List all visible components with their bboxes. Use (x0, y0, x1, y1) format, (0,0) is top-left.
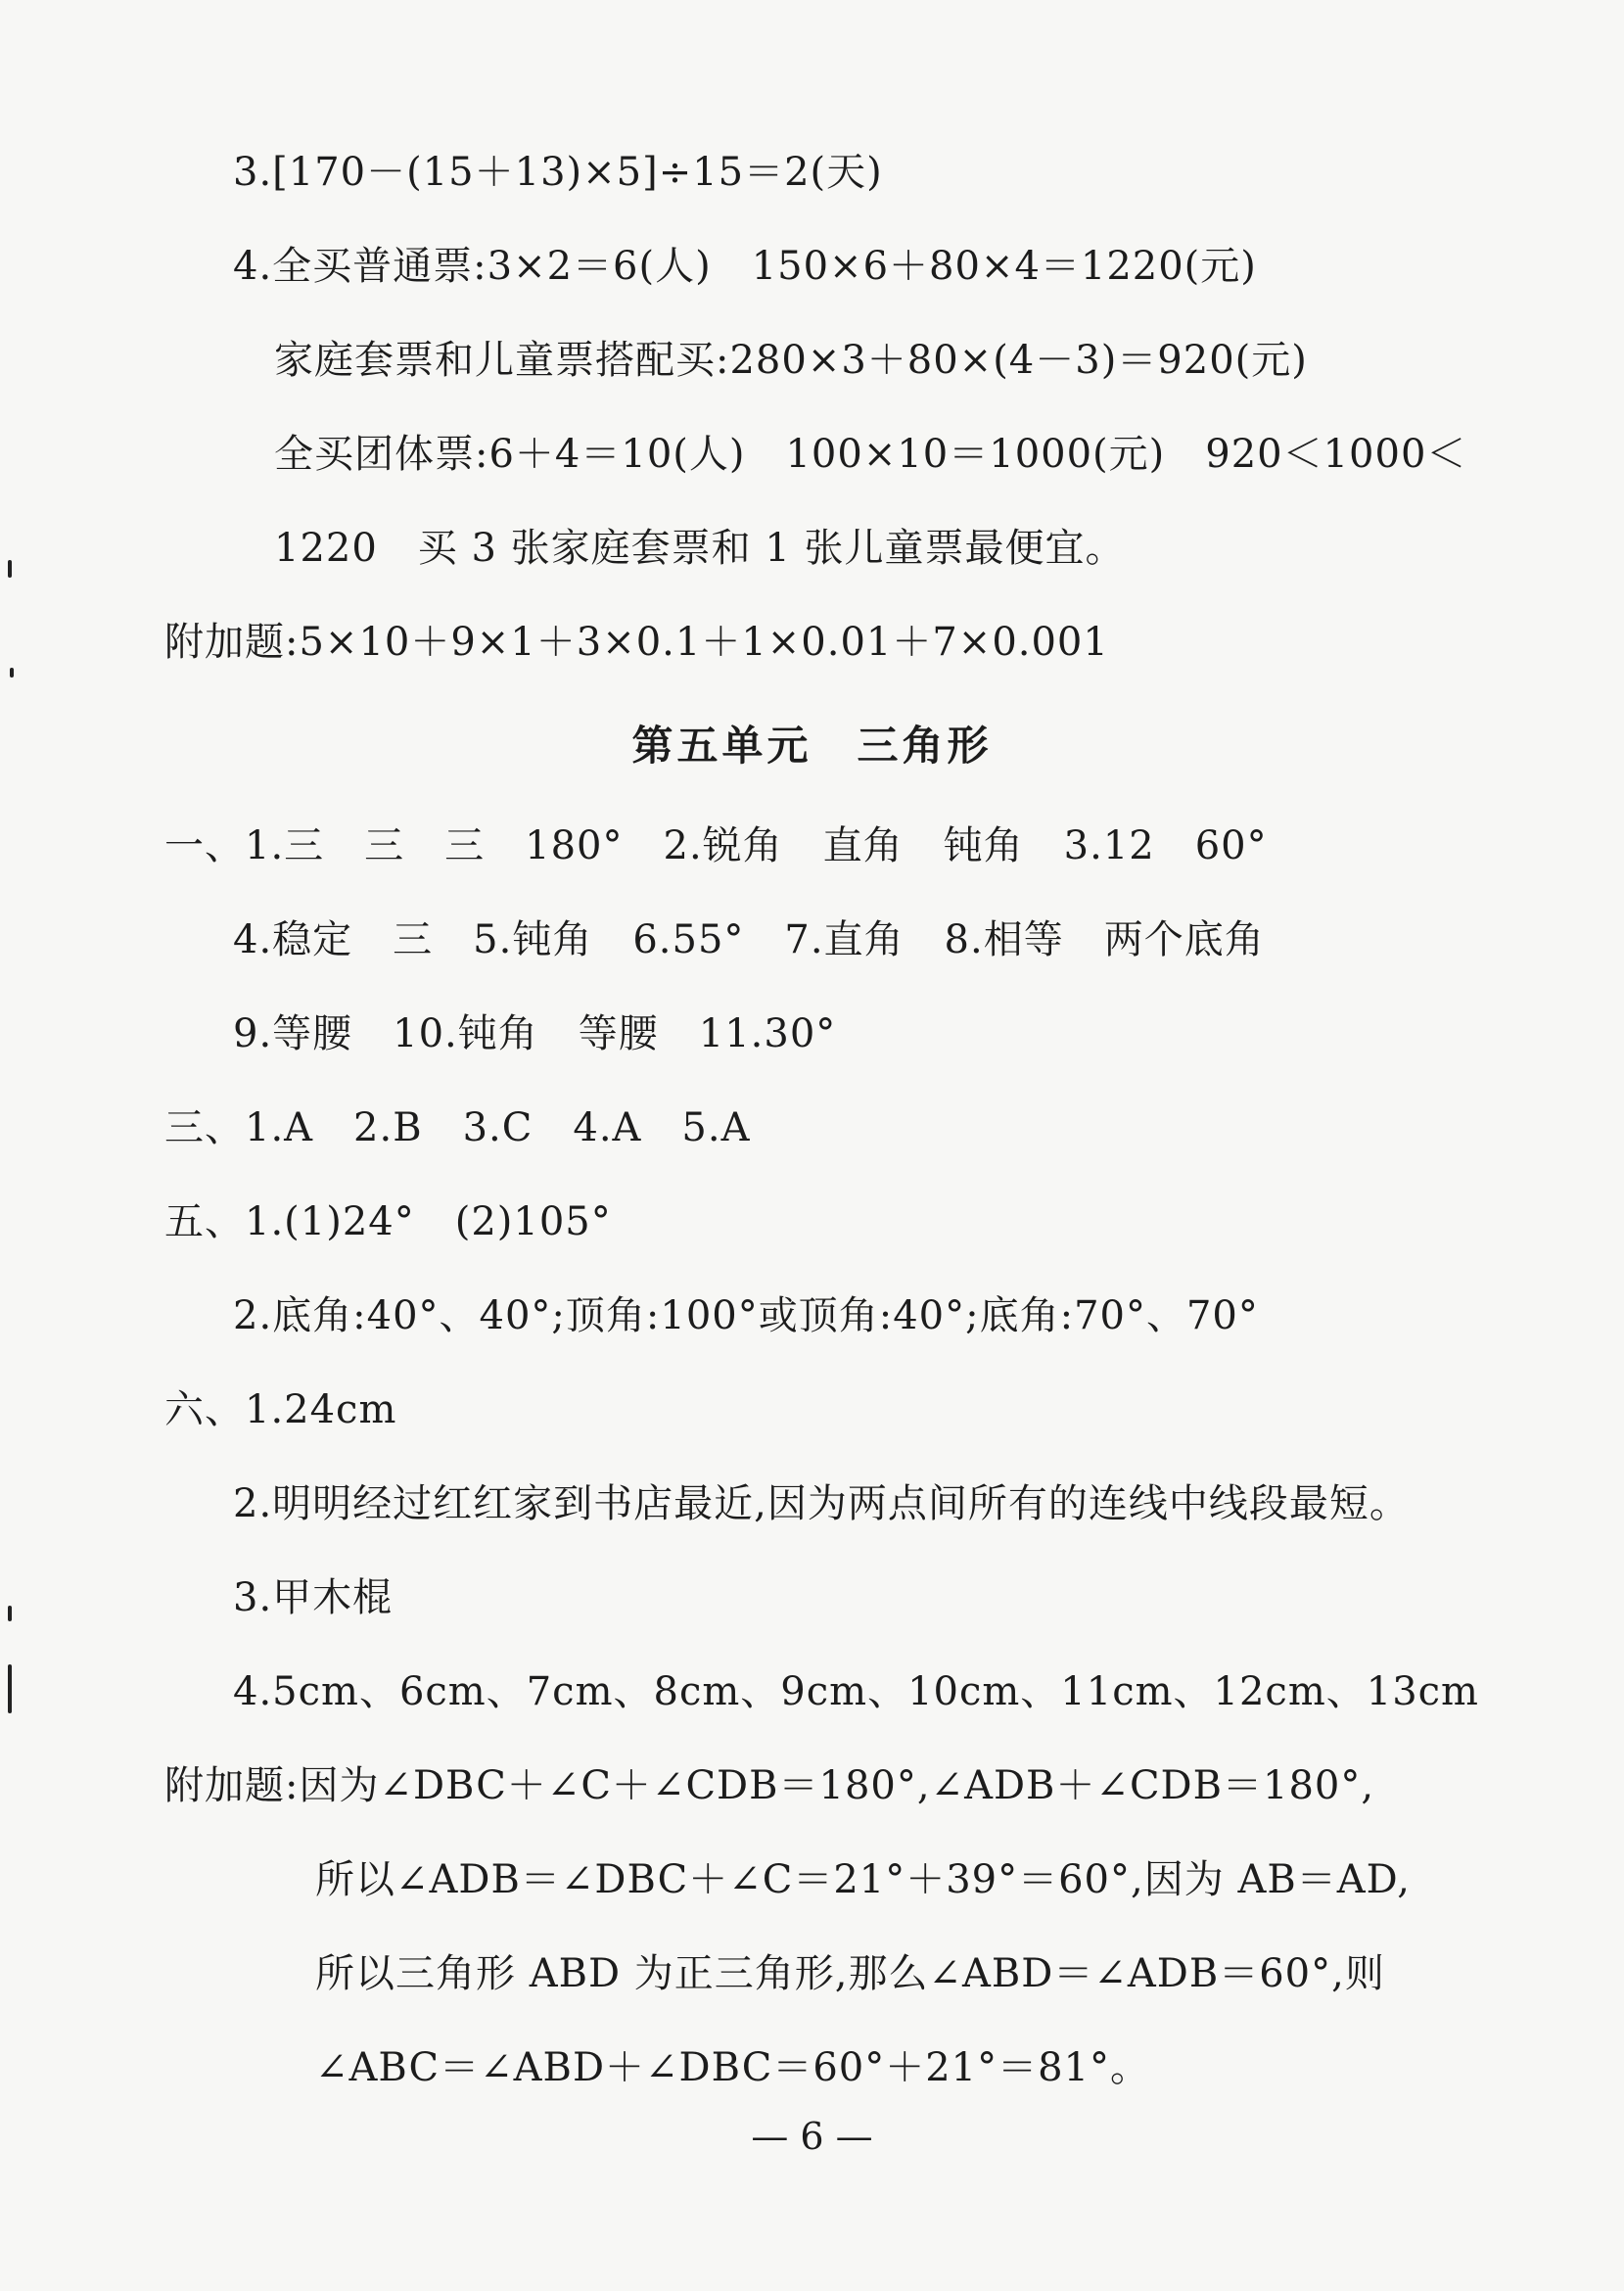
answer-line: 六、1.24cm (164, 1387, 397, 1432)
binding-mark (8, 1606, 12, 1621)
answer-line: 一、1.三 三 三 180° 2.锐角 直角 钝角 3.12 60° (164, 823, 1268, 868)
answer-line: 4.全买普通票:3×2＝6(人) 150×6＋80×4＝1220(元) (233, 244, 1257, 289)
answer-line: 所以∠ADB＝∠DBC＋∠C＝21°＋39°＝60°,因为 AB＝AD, (315, 1857, 1411, 1902)
answer-line: 4.稳定 三 5.钝角 6.55° 7.直角 8.相等 两个底角 (233, 917, 1265, 962)
answer-line: 家庭套票和儿童票搭配买:280×3＋80×(4－3)＝920(元) (274, 338, 1308, 383)
answer-line: 2.底角:40°、40°;顶角:100°或顶角:40°;底角:70°、70° (233, 1293, 1259, 1338)
answer-line: 附加题:5×10＋9×1＋3×0.1＋1×0.01＋7×0.001 (164, 620, 1109, 665)
answer-line: 附加题:因为∠DBC＋∠C＋∠CDB＝180°,∠ADB＋∠CDB＝180°, (164, 1763, 1375, 1808)
binding-mark (8, 560, 12, 578)
answer-line: 1220 买 3 张家庭套票和 1 张儿童票最便宜。 (274, 526, 1126, 571)
answer-line: 五、1.(1)24° (2)105° (164, 1199, 612, 1244)
answer-line: 3.甲木棍 (233, 1575, 394, 1620)
section-title: 第五单元 三角形 (631, 722, 993, 770)
answer-line: 2.明明经过红红家到书店最近,因为两点间所有的连线中线段最短。 (233, 1481, 1410, 1526)
answer-line: 4.5cm、6cm、7cm、8cm、9cm、10cm、11cm、12cm、13cm (233, 1669, 1479, 1714)
binding-mark (10, 668, 14, 678)
answer-line: 所以三角形 ABD 为正三角形,那么∠ABD＝∠ADB＝60°,则 (315, 1951, 1385, 1996)
binding-mark (8, 1664, 12, 1713)
answer-line: 全买团体票:6＋4＝10(人) 100×10＝1000(元) 920＜1000＜ (274, 432, 1467, 477)
answer-line: 三、1.A 2.B 3.C 4.A 5.A (164, 1105, 751, 1150)
answer-line: 9.等腰 10.钝角 等腰 11.30° (233, 1011, 837, 1056)
page-number: — 6 — (751, 2115, 873, 2158)
answer-line: ∠ABC＝∠ABD＋∠DBC＝60°＋21°＝81°。 (315, 2045, 1151, 2090)
answer-line: 3.[170－(15＋13)×5]÷15＝2(天) (233, 150, 883, 195)
